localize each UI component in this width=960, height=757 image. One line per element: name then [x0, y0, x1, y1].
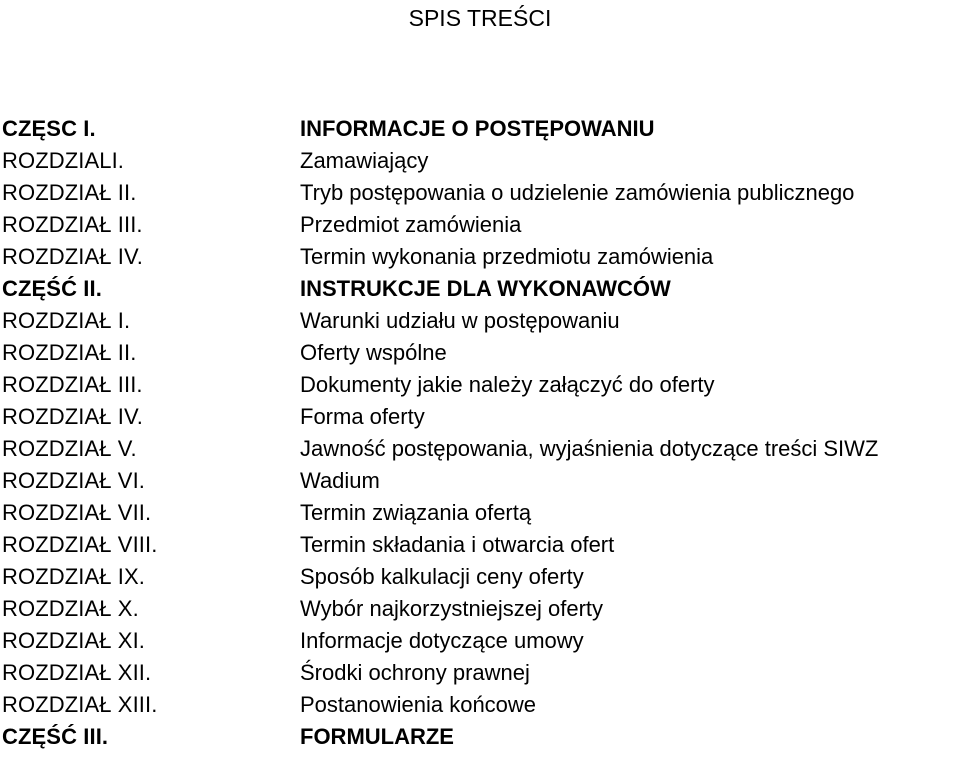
toc-part-row: [0, 721, 960, 753]
toc-entry-title: Jawność postępowania, wyjaśnienia dotyczące treści SIWZ: [300, 436, 879, 461]
toc-entry-title: INFORMACJE O POSTĘPOWANIU: [300, 116, 655, 141]
toc-entry-label: CZĘSC I.: [2, 116, 96, 141]
toc-entry-title: Dokumenty jakie należy załączyć do oferty: [300, 372, 715, 397]
toc-entry-title: Termin wykonania przedmiotu zamówienia: [300, 244, 714, 269]
toc-entry-title: Zamawiający: [300, 148, 429, 173]
toc-part-row: [0, 113, 960, 145]
toc-entry-label: ROZDZIAŁ VI.: [2, 468, 145, 493]
toc-entry-label: ROZDZIAŁ IX.: [2, 564, 145, 589]
toc-entry-label: ROZDZIAŁ X.: [2, 596, 139, 621]
toc-entry-label: ROZDZIAŁ II.: [2, 340, 137, 365]
toc-entry-label: ROZDZIAŁ III.: [2, 212, 143, 237]
toc-entry-label: ROZDZIAŁ XI.: [2, 628, 145, 653]
toc-entry-label: ROZDZIAŁ III.: [2, 372, 143, 397]
toc-entry-label: ROZDZIAŁ XII.: [2, 660, 152, 685]
toc-entry-title: Wadium: [300, 468, 380, 493]
toc-entry-label: ROZDZIAŁ IV.: [2, 404, 143, 429]
toc-entry-label: ROZDZIAŁ V.: [2, 436, 137, 461]
toc-chapter-row: [0, 465, 960, 497]
toc-chapter-row: [0, 177, 960, 209]
toc-entry-title: FORMULARZE: [300, 724, 454, 749]
toc-entry-label: CZĘŚĆ III.: [2, 724, 109, 749]
toc-entry-label: ROZDZIAŁ VII.: [2, 500, 152, 525]
toc-part-row: [0, 273, 960, 305]
toc-entry-label: ROZDZIAŁ I.: [2, 308, 131, 333]
toc-chapter-row: [0, 369, 960, 401]
toc-entry-label: ROZDZIAŁ IV.: [2, 244, 143, 269]
table-of-contents: [0, 113, 960, 753]
toc-chapter-row: [0, 625, 960, 657]
toc-entry-title: Przedmiot zamówienia: [300, 212, 522, 237]
toc-chapter-row: [0, 305, 960, 337]
toc-entry-title: INSTRUKCJE DLA WYKONAWCÓW: [300, 276, 671, 301]
toc-chapter-row: [0, 593, 960, 625]
toc-chapter-row: [0, 689, 960, 721]
toc-entry-title: Oferty wspólne: [300, 340, 447, 365]
toc-chapter-row: [0, 401, 960, 433]
toc-entry-title: Warunki udziału w postępowaniu: [300, 308, 620, 333]
toc-chapter-row: [0, 561, 960, 593]
toc-entry-title: Termin składania i otwarcia ofert: [300, 532, 615, 557]
toc-entry-label: ROZDZIAŁ VIII.: [2, 532, 158, 557]
toc-entry-title: Postanowienia końcowe: [300, 692, 537, 717]
toc-entry-label: ROZDZIALI.: [2, 148, 125, 173]
toc-entry-title: Informacje dotyczące umowy: [300, 628, 584, 653]
toc-chapter-row: [0, 529, 960, 561]
toc-entry-title: Sposób kalkulacji ceny oferty: [300, 564, 584, 589]
toc-chapter-row: [0, 433, 960, 465]
toc-entry-title: Termin związania ofertą: [300, 500, 532, 525]
toc-chapter-row: [0, 497, 960, 529]
toc-entry-label: ROZDZIAŁ II.: [2, 180, 137, 205]
toc-entry-label: CZĘŚĆ II.: [2, 276, 102, 301]
toc-entry-title: Tryb postępowania o udzielenie zamówienia publicznego: [300, 180, 855, 205]
page-title: SPIS TREŚCI: [408, 5, 552, 31]
toc-entry-title: Środki ochrony prawnej: [300, 660, 530, 685]
toc-chapter-row: [0, 209, 960, 241]
toc-entry-title: Forma oferty: [300, 404, 425, 429]
toc-chapter-row: [0, 241, 960, 273]
toc-chapter-row: [0, 337, 960, 369]
toc-entry-title: Wybór najkorzystniejszej oferty: [300, 596, 604, 621]
toc-chapter-row: [0, 657, 960, 689]
toc-entry-label: ROZDZIAŁ XIII.: [2, 692, 158, 717]
toc-chapter-row: [0, 145, 960, 177]
